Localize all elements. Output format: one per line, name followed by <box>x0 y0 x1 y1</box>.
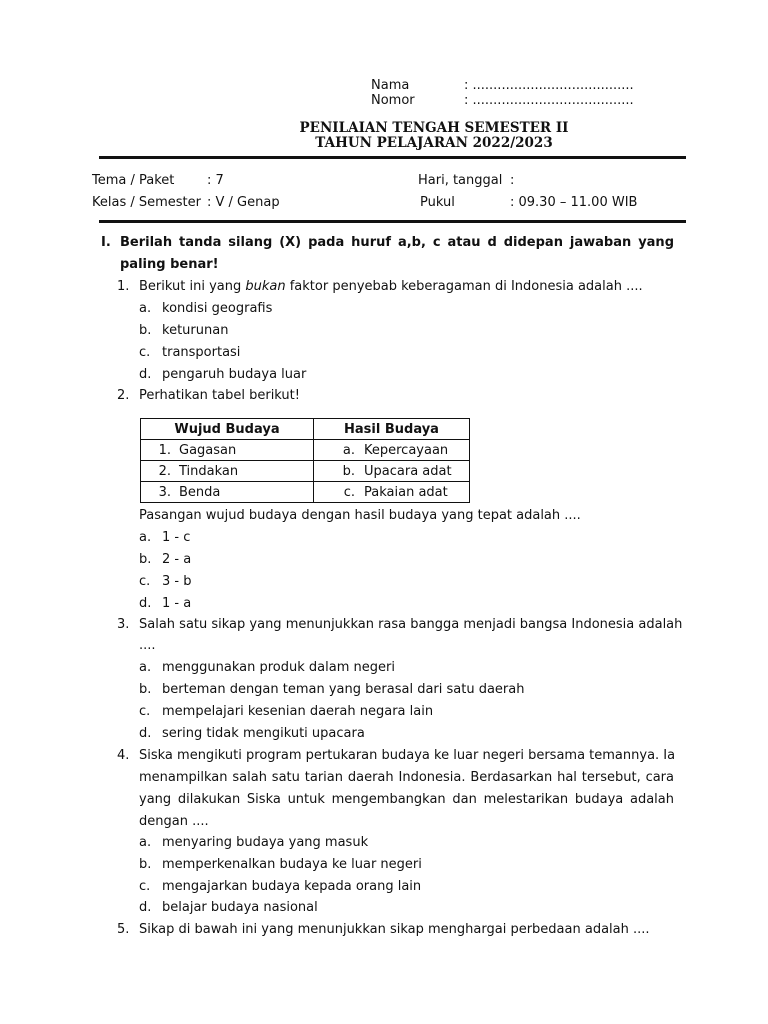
option-4c-text: mengajarkan budaya kepada orang lain <box>162 879 422 894</box>
table-header-wujud: Wujud Budaya <box>141 419 314 440</box>
nomor-label: Nomor <box>371 93 415 108</box>
question-4-text-cont: yang dilakukan Siska untuk mengembangkan dan melestarikan budaya adalah <box>139 792 674 807</box>
option-1a-text: kondisi geografis <box>162 301 273 316</box>
option-2a-text: 1 - c <box>162 530 191 545</box>
tema-label: Tema / Paket <box>92 173 175 188</box>
question-3-text-cont: .... <box>139 638 156 653</box>
option-1b-text: keturunan <box>162 323 229 338</box>
hari-value: : <box>510 173 515 188</box>
pukul-label: Pukul <box>420 195 455 210</box>
option-2d[interactable]: d. <box>139 596 152 611</box>
option-4d-text: belajar budaya nasional <box>162 900 318 915</box>
table-row <box>141 461 470 482</box>
option-3a[interactable]: a. <box>139 660 152 675</box>
option-3c[interactable]: c. <box>139 704 151 719</box>
option-2b-text: 2 - a <box>162 552 192 567</box>
row-letter: c. <box>343 484 355 500</box>
table-row <box>141 482 470 503</box>
option-3d-text: sering tidak mengikuti upacara <box>162 726 365 741</box>
wujud-cell: Gagasan <box>179 442 237 458</box>
question-1-number: 1. <box>117 279 130 294</box>
section-instruction-cont: paling benar! <box>120 257 219 272</box>
exam-year: TAHUN PELAJARAN 2022/2023 <box>315 135 553 151</box>
info-divider <box>99 220 686 223</box>
option-1c[interactable]: c. <box>139 345 151 360</box>
emphasis-word: bukan <box>245 279 286 294</box>
option-2c-text: 3 - b <box>162 574 192 589</box>
culture-table <box>140 418 470 503</box>
hasil-cell: Upacara adat <box>364 463 452 479</box>
question-2-text: Perhatikan tabel berikut! <box>139 388 300 403</box>
question-4-number: 4. <box>117 748 130 763</box>
section-number: I. <box>101 235 111 250</box>
hasil-cell: Kepercayaan <box>364 442 449 458</box>
nomor-field[interactable]: : ....................................... <box>464 93 634 108</box>
question-4-text-end: dengan .... <box>139 814 209 829</box>
option-2b[interactable]: b. <box>139 552 152 567</box>
option-2d-text: 1 - a <box>162 596 192 611</box>
question-2-followup: Pasangan wujud budaya dengan hasil budaya yang tepat adalah .... <box>139 508 581 523</box>
option-1a[interactable]: a. <box>139 301 152 316</box>
pukul-value: : 09.30 – 11.00 WIB <box>510 195 638 210</box>
option-4a-text: menyaring budaya yang masuk <box>162 835 369 850</box>
kelas-label: Kelas / Semester <box>92 195 201 210</box>
option-3b[interactable]: b. <box>139 682 152 697</box>
row-letter: b. <box>342 463 355 479</box>
top-divider <box>99 156 686 159</box>
question-3-number: 3. <box>117 617 130 632</box>
nama-field[interactable]: : ....................................... <box>464 78 634 93</box>
tema-value: : 7 <box>207 173 224 188</box>
option-2c[interactable]: c. <box>139 574 151 589</box>
row-number: 1. <box>158 442 171 458</box>
option-1d-text: pengaruh budaya luar <box>162 367 307 382</box>
section-instruction: Berilah tanda silang (X) pada huruf a,b, c atau d didepan jawaban yang <box>120 235 674 250</box>
question-5-text: Sikap di bawah ini yang menunjukkan sikap menghargai perbedaan adalah .... <box>139 922 650 937</box>
question-3-text: Salah satu sikap yang menunjukkan rasa bangga menjadi bangsa Indonesia adalah <box>139 617 683 632</box>
table-header-hasil: Hasil Budaya <box>314 419 470 440</box>
option-4c[interactable]: c. <box>139 879 151 894</box>
option-4a[interactable]: a. <box>139 835 152 850</box>
option-3d[interactable]: d. <box>139 726 152 741</box>
row-letter: a. <box>342 442 355 458</box>
kelas-value: : V / Genap <box>207 195 280 210</box>
question-4-text: Siska mengikuti program pertukaran budaya ke luar negeri bersama temannya. Ia <box>139 748 676 763</box>
wujud-cell: Benda <box>179 484 221 500</box>
question-2-number: 2. <box>117 388 130 403</box>
table-row <box>141 440 470 461</box>
option-1c-text: transportasi <box>162 345 241 360</box>
question-5-number: 5. <box>117 922 130 937</box>
table-header-row <box>141 419 470 440</box>
exam-title: PENILAIAN TENGAH SEMESTER II <box>299 120 569 136</box>
hari-label: Hari, tanggal <box>418 173 503 188</box>
hasil-cell: Pakaian adat <box>364 484 448 500</box>
option-4b-text: memperkenalkan budaya ke luar negeri <box>162 857 422 872</box>
option-3a-text: menggunakan produk dalam negeri <box>162 660 395 675</box>
option-4d[interactable]: d. <box>139 900 152 915</box>
row-number: 2. <box>158 463 171 479</box>
option-3c-text: mempelajari kesenian daerah negara lain <box>162 704 434 719</box>
option-1d[interactable]: d. <box>139 367 152 382</box>
question-4-text-cont: menampilkan salah satu tarian daerah Indonesia. Berdasarkan hal tersebut, cara <box>139 770 674 785</box>
option-1b[interactable]: b. <box>139 323 152 338</box>
wujud-cell: Tindakan <box>179 463 239 479</box>
row-number: 3. <box>158 484 171 500</box>
nama-label: Nama <box>371 78 410 93</box>
option-4b[interactable]: b. <box>139 857 152 872</box>
option-2a[interactable]: a. <box>139 530 152 545</box>
question-1-text: Berikut ini yang bukan faktor penyebab keberagaman di Indonesia adalah .... <box>139 279 643 294</box>
option-3b-text: berteman dengan teman yang berasal dari satu daerah <box>162 682 525 697</box>
